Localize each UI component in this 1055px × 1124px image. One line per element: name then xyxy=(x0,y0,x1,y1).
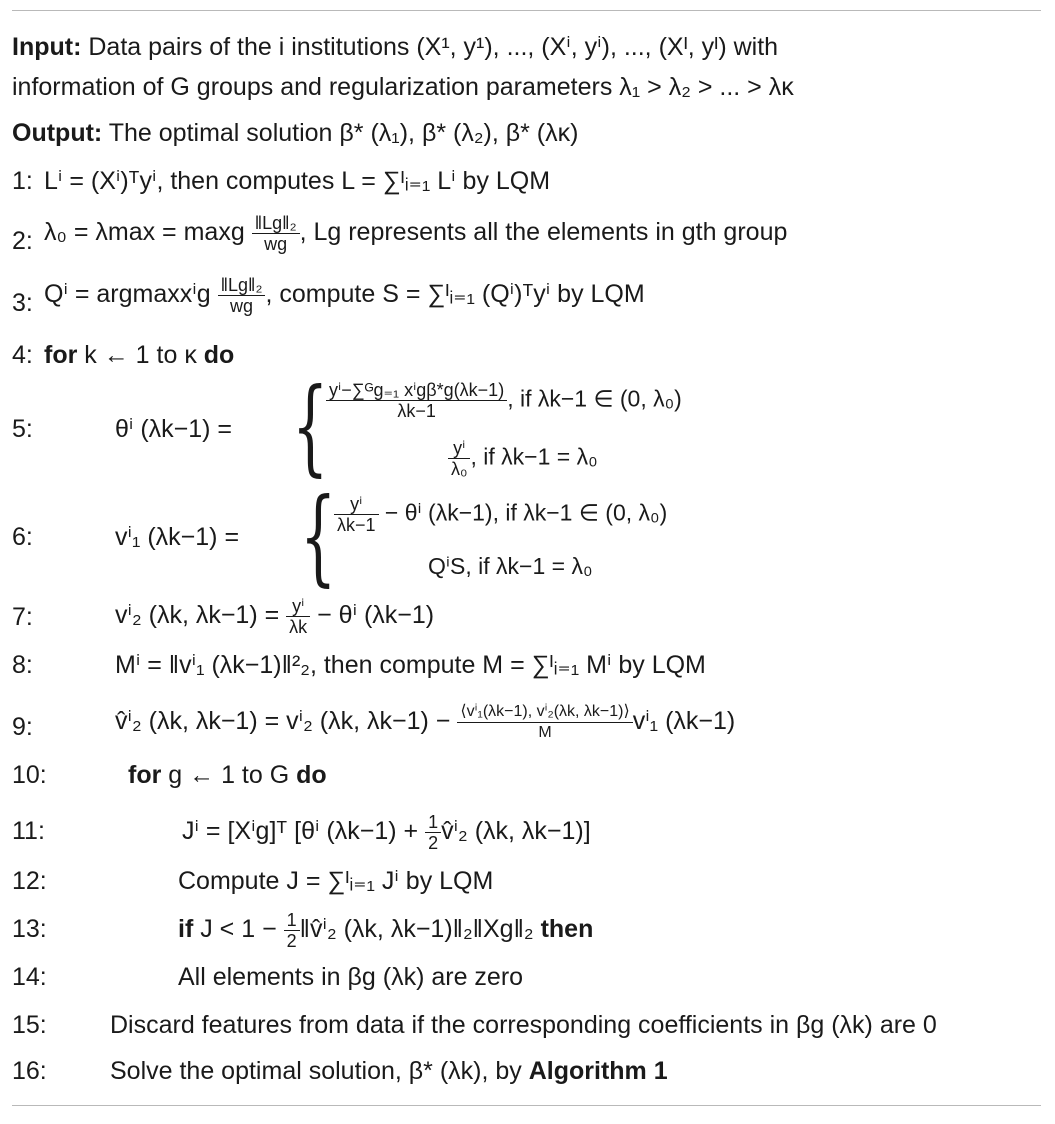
step-4-mid: k ← 1 to κ xyxy=(84,341,197,369)
step-11-post: v̂ⁱ₂ (λk, λk−1)] xyxy=(441,817,591,845)
step-3-frac-num: ‖Lg‖₂ xyxy=(218,275,266,296)
step-16-number: 16: xyxy=(12,1057,47,1085)
step-11-number: 11: xyxy=(12,817,45,845)
input-label: Input: xyxy=(12,33,82,61)
step-11-frac-num: 1 xyxy=(425,812,441,833)
step-5-case2-num: yⁱ xyxy=(448,438,470,459)
step-6-brace: { xyxy=(300,475,337,597)
step-2-body xyxy=(44,208,787,256)
step-9-frac-num: ⟨vⁱ₁(λk−1), vⁱ₂(λk, λk−1)⟩ xyxy=(457,702,632,723)
step-9-fraction xyxy=(457,702,632,743)
step-6-case1-post: − θⁱ (λk−1), if λk−1 ∈ (0, λ₀) xyxy=(378,499,668,526)
step-4-kw-for: for xyxy=(44,341,78,369)
step-14-text: All elements in βg (λk) are zero xyxy=(178,963,524,991)
input-line-1 xyxy=(12,32,778,62)
step-10-body xyxy=(128,760,327,790)
top-rule xyxy=(12,10,1041,11)
step-11-fraction xyxy=(425,812,441,853)
step-5-case1-num: yⁱ−∑ᴳg₌₁ xⁱgβ*g(λk−1) xyxy=(326,380,507,401)
step-6-case1-num: yⁱ xyxy=(334,494,379,515)
step-8-number: 8: xyxy=(12,651,33,679)
step-5-case-1 xyxy=(326,380,682,421)
step-11-frac-den: 2 xyxy=(428,832,439,853)
step-8-text: Mⁱ = ‖vⁱ₁ (λk−1)‖²₂, then compute M = ∑ᴵᵢ₌₁ Mⁱ by LQM xyxy=(115,651,706,679)
step-13-pre: J < 1 − xyxy=(200,915,277,943)
step-5-case-2 xyxy=(448,438,598,479)
step-7-frac-num: yⁱ xyxy=(286,596,310,617)
step-5-brace: { xyxy=(292,365,329,487)
output-line xyxy=(12,118,578,148)
step-9-frac-den: M xyxy=(538,723,552,741)
step-2-post: , Lg represents all the elements in gth group xyxy=(299,218,788,246)
input-text-2: information of G groups and regularization parameters λ₁ > λ₂ > ... > λκ xyxy=(12,73,794,101)
step-3-pre: Qⁱ = argmaxxⁱg xyxy=(44,280,211,308)
output-label: Output: xyxy=(12,119,103,147)
step-5-case2-den: λ₀ xyxy=(451,459,468,479)
step-13-frac-num: 1 xyxy=(284,910,300,931)
step-13-fraction xyxy=(284,910,300,951)
bottom-rule xyxy=(12,1105,1041,1106)
step-6-case-1 xyxy=(334,494,667,535)
step-2-frac-den: wg xyxy=(264,233,288,254)
step-7-lhs: vⁱ₂ (λk, λk−1) = xyxy=(115,601,280,629)
step-13-post: ‖v̂ⁱ₂ (λk, λk−1)‖₂‖Xg‖₂ xyxy=(299,915,534,943)
step-1-number: 1: xyxy=(12,167,33,195)
step-13-frac-den: 2 xyxy=(286,930,297,951)
step-6-lhs: vⁱ₁ (λk−1) = xyxy=(115,523,240,551)
step-9-number: 9: xyxy=(12,713,33,741)
step-6-case1-fraction xyxy=(334,494,379,535)
step-2-number: 2: xyxy=(12,227,33,255)
output-text: The optimal solution β* (λ₁), β* (λ₂), β* (λκ) xyxy=(108,119,579,147)
step-3-body xyxy=(44,270,645,318)
step-11-pre: Jⁱ = [Xⁱg]ᵀ [θⁱ (λk−1) + xyxy=(182,817,419,845)
step-2-pre: λ₀ = λmax = maxg xyxy=(44,218,245,246)
step-6-case1-den: λk−1 xyxy=(337,515,376,535)
step-11-body xyxy=(182,804,591,858)
step-7-number: 7: xyxy=(12,603,33,631)
step-5-number: 5: xyxy=(12,415,33,443)
step-16-body xyxy=(110,1056,668,1086)
input-text-1: Data pairs of the i institutions (X¹, y¹), ..., (Xⁱ, yⁱ), ..., (Xᴵ, yᴵ) with xyxy=(88,33,779,61)
step-9-lhs: v̂ⁱ₂ (λk, λk−1) = vⁱ₂ (λk, λk−1) − xyxy=(115,707,451,735)
step-5-case2-fraction xyxy=(448,438,470,479)
step-3-fraction xyxy=(218,275,266,316)
step-5-case2-post: , if λk−1 = λ₀ xyxy=(470,443,598,470)
step-6-case-2: QⁱS, if λk−1 = λ₀ xyxy=(428,553,593,579)
step-15-text: Discard features from data if the corresponding coefficients in βg (λk) are 0 xyxy=(110,1011,937,1039)
step-10-kw-do: do xyxy=(296,761,327,789)
step-14-number: 14: xyxy=(12,963,47,991)
step-5-lhs: θⁱ (λk−1) = xyxy=(115,415,233,443)
step-9-body xyxy=(115,694,735,748)
step-10-mid: g ← 1 to G xyxy=(168,761,290,789)
step-5-case1-post: , if λk−1 ∈ (0, λ₀) xyxy=(507,385,682,412)
step-3-frac-den: wg xyxy=(230,295,254,316)
step-13-number: 13: xyxy=(12,915,47,943)
step-4-body xyxy=(44,340,234,370)
step-13-kw-then: then xyxy=(540,915,594,943)
step-4-number: 4: xyxy=(12,341,33,369)
step-9-post: vⁱ₁ (λk−1) xyxy=(632,707,736,735)
step-12-text: Compute J = ∑ᴵᵢ₌₁ Jⁱ by LQM xyxy=(178,867,494,895)
step-5-case1-fraction xyxy=(326,380,507,421)
step-7-frac-den: λk xyxy=(289,616,308,637)
step-7-fraction xyxy=(286,596,310,637)
step-10-kw-for: for xyxy=(128,761,162,789)
step-5-case1-den: λk−1 xyxy=(397,401,436,421)
step-7-body xyxy=(115,590,434,640)
step-4-kw-do: do xyxy=(203,341,235,369)
step-10-number: 10: xyxy=(12,761,47,789)
step-1-text: Lⁱ = (Xⁱ)ᵀyⁱ, then computes L = ∑ᴵᵢ₌₁ Lⁱ by LQM xyxy=(44,167,551,195)
input-line-2 xyxy=(12,72,794,102)
step-3-post: , compute S = ∑ᴵᵢ₌₁ (Qⁱ)ᵀyⁱ by LQM xyxy=(265,280,645,308)
step-13-kw-if: if xyxy=(178,915,194,943)
step-15-number: 15: xyxy=(12,1011,47,1039)
step-2-fraction xyxy=(252,213,300,254)
step-12-number: 12: xyxy=(12,867,47,895)
step-6-number: 6: xyxy=(12,523,33,551)
step-13-body xyxy=(178,904,593,954)
step-16-algorithm-ref: Algorithm 1 xyxy=(528,1057,668,1085)
step-7-post: − θⁱ (λk−1) xyxy=(310,601,435,629)
step-16-pre: Solve the optimal solution, β* (λk), by xyxy=(110,1057,522,1085)
step-3-number: 3: xyxy=(12,289,33,317)
step-2-frac-num: ‖Lg‖₂ xyxy=(252,213,300,234)
